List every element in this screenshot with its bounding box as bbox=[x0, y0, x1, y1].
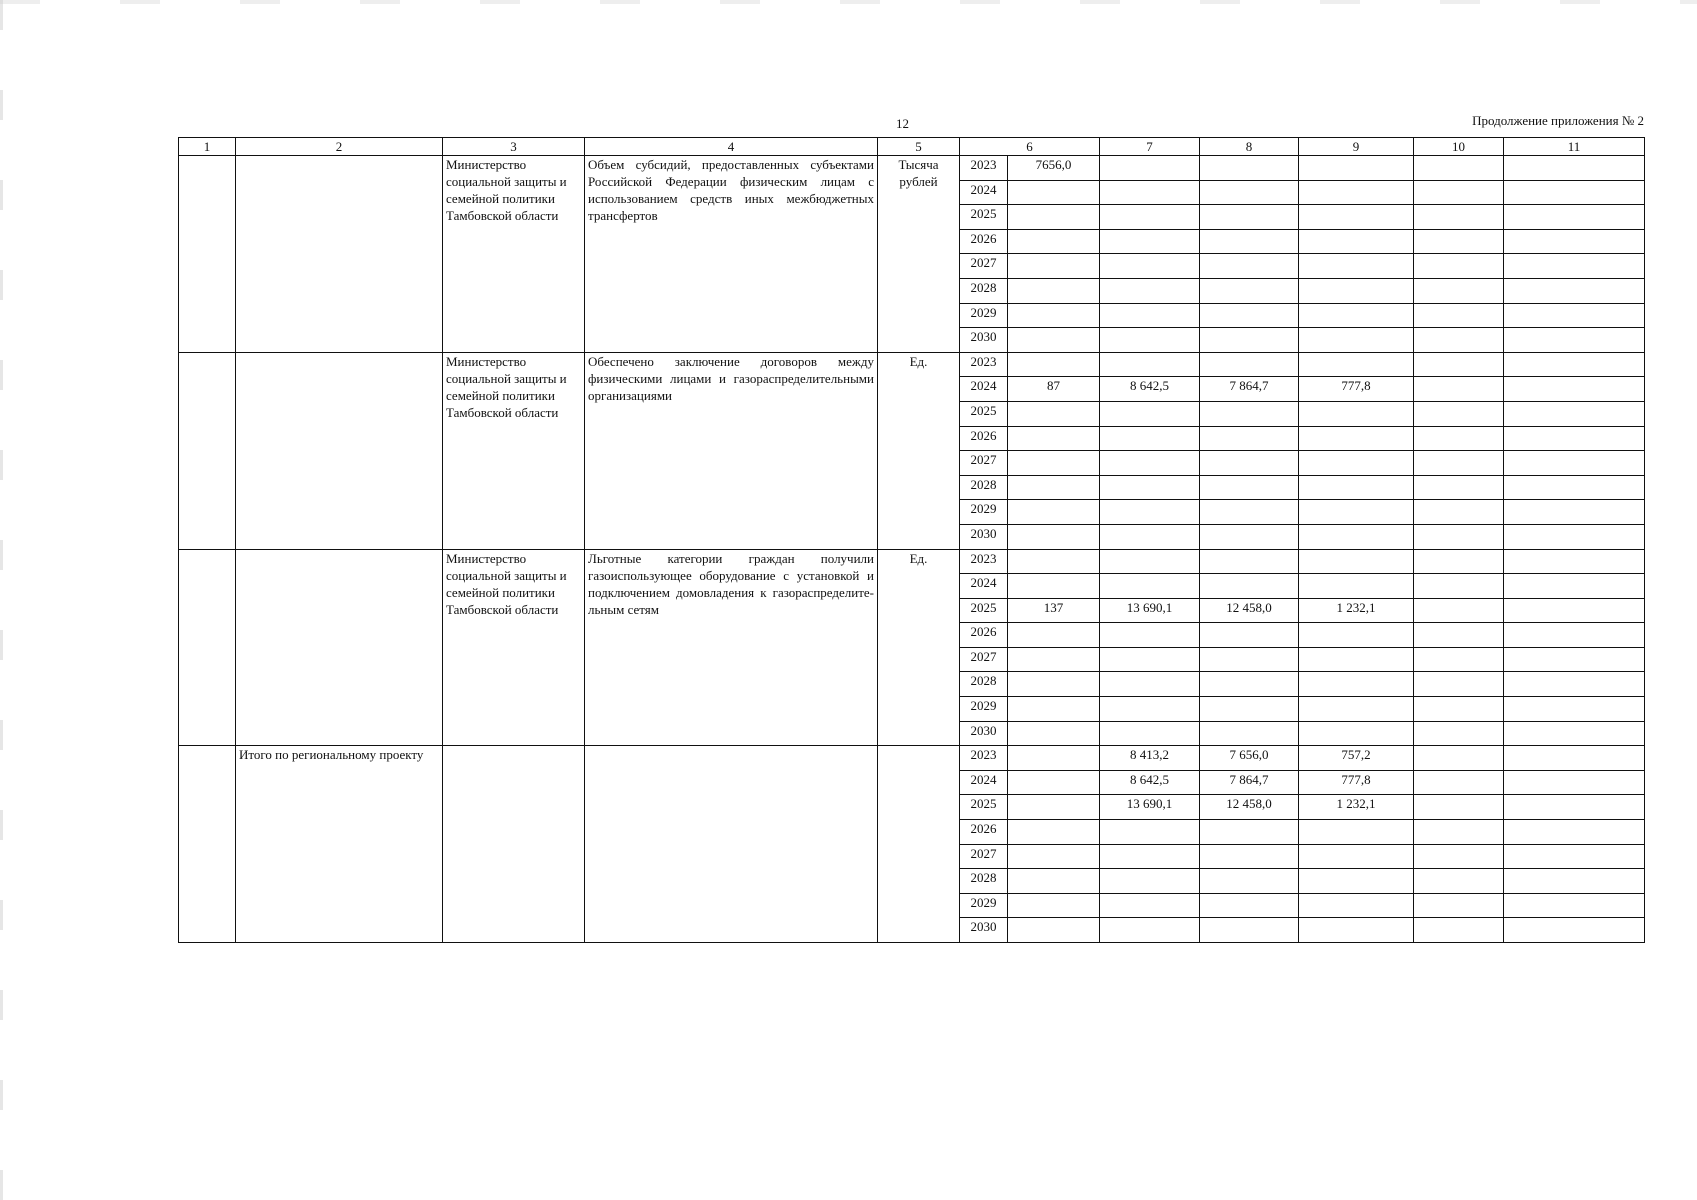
indicator-description-cell: Объем субсидий, предоставленных субъектами Российской Федерации физическим лицам с использованием средств иных межбюджетных трансфертов bbox=[585, 156, 878, 353]
value-cell-10 bbox=[1414, 647, 1504, 672]
value-cell-11 bbox=[1504, 647, 1645, 672]
value-cell-7 bbox=[1100, 451, 1200, 476]
value-cell-9: 777,8 bbox=[1299, 377, 1414, 402]
value-cell-7 bbox=[1100, 401, 1200, 426]
value-cell-7 bbox=[1100, 156, 1200, 181]
indicator-description-cell: Льготные категории граждан получили газоиспользующее оборудование с установкой и подключением домовладения к газораспределите-льным сетям bbox=[585, 549, 878, 746]
value-cell-7: 13 690,1 bbox=[1100, 598, 1200, 623]
year-cell: 2027 bbox=[960, 844, 1008, 869]
value-cell-11 bbox=[1504, 770, 1645, 795]
value-cell-11 bbox=[1504, 426, 1645, 451]
value-cell-10 bbox=[1414, 918, 1504, 943]
page-number: 12 bbox=[896, 116, 909, 131]
value-cell-8 bbox=[1200, 500, 1299, 525]
value-cell-9 bbox=[1299, 278, 1414, 303]
value-cell-10 bbox=[1414, 524, 1504, 549]
value-cell-10 bbox=[1414, 697, 1504, 722]
header-cell-1: 1 bbox=[179, 138, 236, 156]
row-number-cell bbox=[179, 352, 236, 549]
value-cell-9 bbox=[1299, 647, 1414, 672]
year-cell: 2027 bbox=[960, 647, 1008, 672]
value-cell-9: 777,8 bbox=[1299, 770, 1414, 795]
value-cell-8 bbox=[1200, 623, 1299, 648]
unit-cell bbox=[878, 746, 960, 943]
value-cell-11 bbox=[1504, 156, 1645, 181]
value-cell-6 bbox=[1008, 500, 1100, 525]
header-cell-3: 3 bbox=[443, 138, 585, 156]
value-cell-6 bbox=[1008, 549, 1100, 574]
value-cell-7 bbox=[1100, 524, 1200, 549]
value-cell-6: 7656,0 bbox=[1008, 156, 1100, 181]
value-cell-11 bbox=[1504, 598, 1645, 623]
value-cell-6 bbox=[1008, 893, 1100, 918]
unit-cell: Ед. bbox=[878, 549, 960, 746]
value-cell-6 bbox=[1008, 254, 1100, 279]
value-cell-8 bbox=[1200, 352, 1299, 377]
scan-artifact-left bbox=[0, 0, 3, 1200]
value-cell-6 bbox=[1008, 205, 1100, 230]
value-cell-11 bbox=[1504, 623, 1645, 648]
value-cell-6 bbox=[1008, 672, 1100, 697]
value-cell-7 bbox=[1100, 918, 1200, 943]
year-cell: 2023 bbox=[960, 746, 1008, 771]
year-cell: 2028 bbox=[960, 672, 1008, 697]
value-cell-9 bbox=[1299, 893, 1414, 918]
value-cell-7 bbox=[1100, 574, 1200, 599]
value-cell-10 bbox=[1414, 254, 1504, 279]
value-cell-10 bbox=[1414, 574, 1504, 599]
value-cell-6 bbox=[1008, 820, 1100, 845]
value-cell-6 bbox=[1008, 278, 1100, 303]
value-cell-9 bbox=[1299, 500, 1414, 525]
value-cell-6 bbox=[1008, 721, 1100, 746]
value-cell-7 bbox=[1100, 500, 1200, 525]
year-cell: 2030 bbox=[960, 524, 1008, 549]
value-cell-10 bbox=[1414, 844, 1504, 869]
value-cell-11 bbox=[1504, 254, 1645, 279]
value-cell-10 bbox=[1414, 770, 1504, 795]
appendix-table bbox=[178, 137, 1645, 943]
value-cell-11 bbox=[1504, 278, 1645, 303]
value-cell-11 bbox=[1504, 918, 1645, 943]
value-cell-8 bbox=[1200, 574, 1299, 599]
value-cell-9 bbox=[1299, 697, 1414, 722]
value-cell-7 bbox=[1100, 647, 1200, 672]
year-cell: 2023 bbox=[960, 549, 1008, 574]
value-cell-11 bbox=[1504, 475, 1645, 500]
header-cell-2: 2 bbox=[236, 138, 443, 156]
value-cell-9 bbox=[1299, 426, 1414, 451]
year-cell: 2026 bbox=[960, 229, 1008, 254]
header-cell-10: 10 bbox=[1414, 138, 1504, 156]
value-cell-7 bbox=[1100, 549, 1200, 574]
value-cell-6 bbox=[1008, 770, 1100, 795]
value-cell-11 bbox=[1504, 352, 1645, 377]
value-cell-10 bbox=[1414, 328, 1504, 353]
value-cell-11 bbox=[1504, 820, 1645, 845]
value-cell-10 bbox=[1414, 303, 1504, 328]
value-cell-10 bbox=[1414, 401, 1504, 426]
value-cell-11 bbox=[1504, 672, 1645, 697]
header-cell-8: 8 bbox=[1200, 138, 1299, 156]
year-cell: 2030 bbox=[960, 918, 1008, 943]
value-cell-10 bbox=[1414, 352, 1504, 377]
value-cell-8 bbox=[1200, 426, 1299, 451]
value-cell-7: 8 413,2 bbox=[1100, 746, 1200, 771]
table-row bbox=[179, 352, 1645, 377]
value-cell-9 bbox=[1299, 549, 1414, 574]
value-cell-9 bbox=[1299, 180, 1414, 205]
header-row bbox=[179, 138, 1645, 156]
value-cell-11 bbox=[1504, 303, 1645, 328]
value-cell-8 bbox=[1200, 229, 1299, 254]
value-cell-7 bbox=[1100, 205, 1200, 230]
value-cell-7 bbox=[1100, 278, 1200, 303]
project-name-cell bbox=[236, 156, 443, 353]
value-cell-9 bbox=[1299, 844, 1414, 869]
value-cell-9 bbox=[1299, 352, 1414, 377]
table-row bbox=[179, 549, 1645, 574]
unit-cell: Ед. bbox=[878, 352, 960, 549]
value-cell-7: 8 642,5 bbox=[1100, 770, 1200, 795]
value-cell-8 bbox=[1200, 180, 1299, 205]
year-cell: 2026 bbox=[960, 623, 1008, 648]
value-cell-11 bbox=[1504, 721, 1645, 746]
value-cell-10 bbox=[1414, 377, 1504, 402]
year-cell: 2025 bbox=[960, 401, 1008, 426]
value-cell-11 bbox=[1504, 549, 1645, 574]
table-row bbox=[179, 746, 1645, 771]
value-cell-8: 12 458,0 bbox=[1200, 795, 1299, 820]
responsible-org-cell bbox=[443, 746, 585, 943]
value-cell-8: 7 656,0 bbox=[1200, 746, 1299, 771]
value-cell-7 bbox=[1100, 820, 1200, 845]
value-cell-6 bbox=[1008, 401, 1100, 426]
value-cell-6: 87 bbox=[1008, 377, 1100, 402]
year-cell: 2028 bbox=[960, 475, 1008, 500]
year-cell: 2027 bbox=[960, 254, 1008, 279]
value-cell-10 bbox=[1414, 278, 1504, 303]
value-cell-6 bbox=[1008, 918, 1100, 943]
header-cell-11: 11 bbox=[1504, 138, 1645, 156]
value-cell-7 bbox=[1100, 229, 1200, 254]
header-cell-4: 4 bbox=[585, 138, 878, 156]
value-cell-10 bbox=[1414, 156, 1504, 181]
value-cell-11 bbox=[1504, 328, 1645, 353]
unit-cell: Тысяча рублей bbox=[878, 156, 960, 353]
year-cell: 2029 bbox=[960, 893, 1008, 918]
value-cell-10 bbox=[1414, 598, 1504, 623]
value-cell-8 bbox=[1200, 721, 1299, 746]
indicator-description-cell: Обеспечено заключение договоров между физическими лицами и газораспределительными организациями bbox=[585, 352, 878, 549]
value-cell-8 bbox=[1200, 697, 1299, 722]
value-cell-6 bbox=[1008, 328, 1100, 353]
value-cell-10 bbox=[1414, 869, 1504, 894]
value-cell-10 bbox=[1414, 820, 1504, 845]
value-cell-8 bbox=[1200, 820, 1299, 845]
value-cell-9 bbox=[1299, 254, 1414, 279]
responsible-org-cell: Министерство социальной защиты и семейной политики Тамбовской области bbox=[443, 156, 585, 353]
value-cell-9 bbox=[1299, 229, 1414, 254]
value-cell-6 bbox=[1008, 844, 1100, 869]
value-cell-7 bbox=[1100, 623, 1200, 648]
value-cell-7 bbox=[1100, 180, 1200, 205]
row-number-cell bbox=[179, 549, 236, 746]
value-cell-11 bbox=[1504, 451, 1645, 476]
year-cell: 2026 bbox=[960, 426, 1008, 451]
year-cell: 2029 bbox=[960, 697, 1008, 722]
row-number-cell bbox=[179, 746, 236, 943]
value-cell-11 bbox=[1504, 229, 1645, 254]
value-cell-11 bbox=[1504, 869, 1645, 894]
value-cell-11 bbox=[1504, 574, 1645, 599]
value-cell-6 bbox=[1008, 180, 1100, 205]
value-cell-8 bbox=[1200, 401, 1299, 426]
value-cell-7 bbox=[1100, 721, 1200, 746]
value-cell-8: 7 864,7 bbox=[1200, 770, 1299, 795]
value-cell-6 bbox=[1008, 746, 1100, 771]
value-cell-9: 1 232,1 bbox=[1299, 795, 1414, 820]
value-cell-8 bbox=[1200, 869, 1299, 894]
value-cell-11 bbox=[1504, 893, 1645, 918]
header-cell-9: 9 bbox=[1299, 138, 1414, 156]
value-cell-10 bbox=[1414, 549, 1504, 574]
value-cell-10 bbox=[1414, 623, 1504, 648]
year-cell: 2024 bbox=[960, 770, 1008, 795]
value-cell-9 bbox=[1299, 623, 1414, 648]
value-cell-9 bbox=[1299, 918, 1414, 943]
value-cell-8 bbox=[1200, 303, 1299, 328]
value-cell-8 bbox=[1200, 918, 1299, 943]
value-cell-9 bbox=[1299, 574, 1414, 599]
value-cell-8 bbox=[1200, 328, 1299, 353]
value-cell-9 bbox=[1299, 672, 1414, 697]
header-cell-7: 7 bbox=[1100, 138, 1200, 156]
value-cell-11 bbox=[1504, 180, 1645, 205]
year-cell: 2029 bbox=[960, 500, 1008, 525]
year-cell: 2025 bbox=[960, 598, 1008, 623]
value-cell-7 bbox=[1100, 893, 1200, 918]
value-cell-8 bbox=[1200, 205, 1299, 230]
year-cell: 2024 bbox=[960, 180, 1008, 205]
indicator-description-cell bbox=[585, 746, 878, 943]
value-cell-10 bbox=[1414, 180, 1504, 205]
value-cell-8 bbox=[1200, 278, 1299, 303]
value-cell-7 bbox=[1100, 475, 1200, 500]
year-cell: 2028 bbox=[960, 869, 1008, 894]
value-cell-10 bbox=[1414, 795, 1504, 820]
year-cell: 2026 bbox=[960, 820, 1008, 845]
value-cell-11 bbox=[1504, 795, 1645, 820]
responsible-org-cell: Министерство социальной защиты и семейной политики Тамбовской области bbox=[443, 549, 585, 746]
value-cell-7 bbox=[1100, 426, 1200, 451]
value-cell-10 bbox=[1414, 893, 1504, 918]
value-cell-8 bbox=[1200, 672, 1299, 697]
header-cell-6: 6 bbox=[960, 138, 1100, 156]
value-cell-8 bbox=[1200, 524, 1299, 549]
header-cell-5: 5 bbox=[878, 138, 960, 156]
value-cell-7: 13 690,1 bbox=[1100, 795, 1200, 820]
value-cell-8 bbox=[1200, 844, 1299, 869]
value-cell-7 bbox=[1100, 303, 1200, 328]
value-cell-10 bbox=[1414, 721, 1504, 746]
value-cell-10 bbox=[1414, 500, 1504, 525]
value-cell-8 bbox=[1200, 893, 1299, 918]
value-cell-6 bbox=[1008, 647, 1100, 672]
value-cell-7 bbox=[1100, 254, 1200, 279]
value-cell-6 bbox=[1008, 352, 1100, 377]
value-cell-9 bbox=[1299, 820, 1414, 845]
value-cell-6 bbox=[1008, 451, 1100, 476]
value-cell-9 bbox=[1299, 328, 1414, 353]
value-cell-9 bbox=[1299, 401, 1414, 426]
scan-artifact-top bbox=[0, 0, 1697, 4]
value-cell-6 bbox=[1008, 697, 1100, 722]
year-cell: 2030 bbox=[960, 721, 1008, 746]
year-cell: 2023 bbox=[960, 352, 1008, 377]
value-cell-7 bbox=[1100, 697, 1200, 722]
value-cell-6 bbox=[1008, 229, 1100, 254]
value-cell-7 bbox=[1100, 672, 1200, 697]
value-cell-8 bbox=[1200, 647, 1299, 672]
value-cell-7 bbox=[1100, 844, 1200, 869]
value-cell-8 bbox=[1200, 254, 1299, 279]
year-cell: 2030 bbox=[960, 328, 1008, 353]
year-cell: 2027 bbox=[960, 451, 1008, 476]
continuation-label: Продолжение приложения № 2 bbox=[1472, 113, 1644, 128]
value-cell-6 bbox=[1008, 524, 1100, 549]
value-cell-11 bbox=[1504, 697, 1645, 722]
year-cell: 2028 bbox=[960, 278, 1008, 303]
value-cell-6 bbox=[1008, 795, 1100, 820]
value-cell-7 bbox=[1100, 328, 1200, 353]
project-name-cell bbox=[236, 352, 443, 549]
value-cell-10 bbox=[1414, 205, 1504, 230]
value-cell-9 bbox=[1299, 869, 1414, 894]
value-cell-9 bbox=[1299, 451, 1414, 476]
value-cell-9 bbox=[1299, 205, 1414, 230]
value-cell-9: 757,2 bbox=[1299, 746, 1414, 771]
year-cell: 2023 bbox=[960, 156, 1008, 181]
value-cell-8: 12 458,0 bbox=[1200, 598, 1299, 623]
value-cell-9 bbox=[1299, 475, 1414, 500]
value-cell-10 bbox=[1414, 426, 1504, 451]
value-cell-9 bbox=[1299, 303, 1414, 328]
value-cell-6 bbox=[1008, 623, 1100, 648]
value-cell-9 bbox=[1299, 156, 1414, 181]
value-cell-6 bbox=[1008, 303, 1100, 328]
value-cell-7 bbox=[1100, 869, 1200, 894]
value-cell-7: 8 642,5 bbox=[1100, 377, 1200, 402]
value-cell-10 bbox=[1414, 229, 1504, 254]
value-cell-9 bbox=[1299, 524, 1414, 549]
value-cell-8: 7 864,7 bbox=[1200, 377, 1299, 402]
value-cell-6: 137 bbox=[1008, 598, 1100, 623]
value-cell-11 bbox=[1504, 401, 1645, 426]
value-cell-9 bbox=[1299, 721, 1414, 746]
value-cell-11 bbox=[1504, 746, 1645, 771]
value-cell-10 bbox=[1414, 746, 1504, 771]
project-name-cell: Итого по региональному проекту bbox=[236, 746, 443, 943]
year-cell: 2024 bbox=[960, 377, 1008, 402]
value-cell-7 bbox=[1100, 352, 1200, 377]
value-cell-6 bbox=[1008, 869, 1100, 894]
value-cell-11 bbox=[1504, 500, 1645, 525]
value-cell-9: 1 232,1 bbox=[1299, 598, 1414, 623]
value-cell-6 bbox=[1008, 426, 1100, 451]
row-number-cell bbox=[179, 156, 236, 353]
year-cell: 2025 bbox=[960, 795, 1008, 820]
value-cell-6 bbox=[1008, 574, 1100, 599]
value-cell-8 bbox=[1200, 475, 1299, 500]
value-cell-11 bbox=[1504, 377, 1645, 402]
value-cell-8 bbox=[1200, 549, 1299, 574]
value-cell-8 bbox=[1200, 451, 1299, 476]
table-row bbox=[179, 156, 1645, 181]
value-cell-10 bbox=[1414, 451, 1504, 476]
value-cell-11 bbox=[1504, 524, 1645, 549]
year-cell: 2029 bbox=[960, 303, 1008, 328]
value-cell-11 bbox=[1504, 844, 1645, 869]
project-name-cell bbox=[236, 549, 443, 746]
year-cell: 2025 bbox=[960, 205, 1008, 230]
responsible-org-cell: Министерство социальной защиты и семейной политики Тамбовской области bbox=[443, 352, 585, 549]
value-cell-10 bbox=[1414, 475, 1504, 500]
value-cell-6 bbox=[1008, 475, 1100, 500]
value-cell-11 bbox=[1504, 205, 1645, 230]
year-cell: 2024 bbox=[960, 574, 1008, 599]
value-cell-10 bbox=[1414, 672, 1504, 697]
value-cell-8 bbox=[1200, 156, 1299, 181]
